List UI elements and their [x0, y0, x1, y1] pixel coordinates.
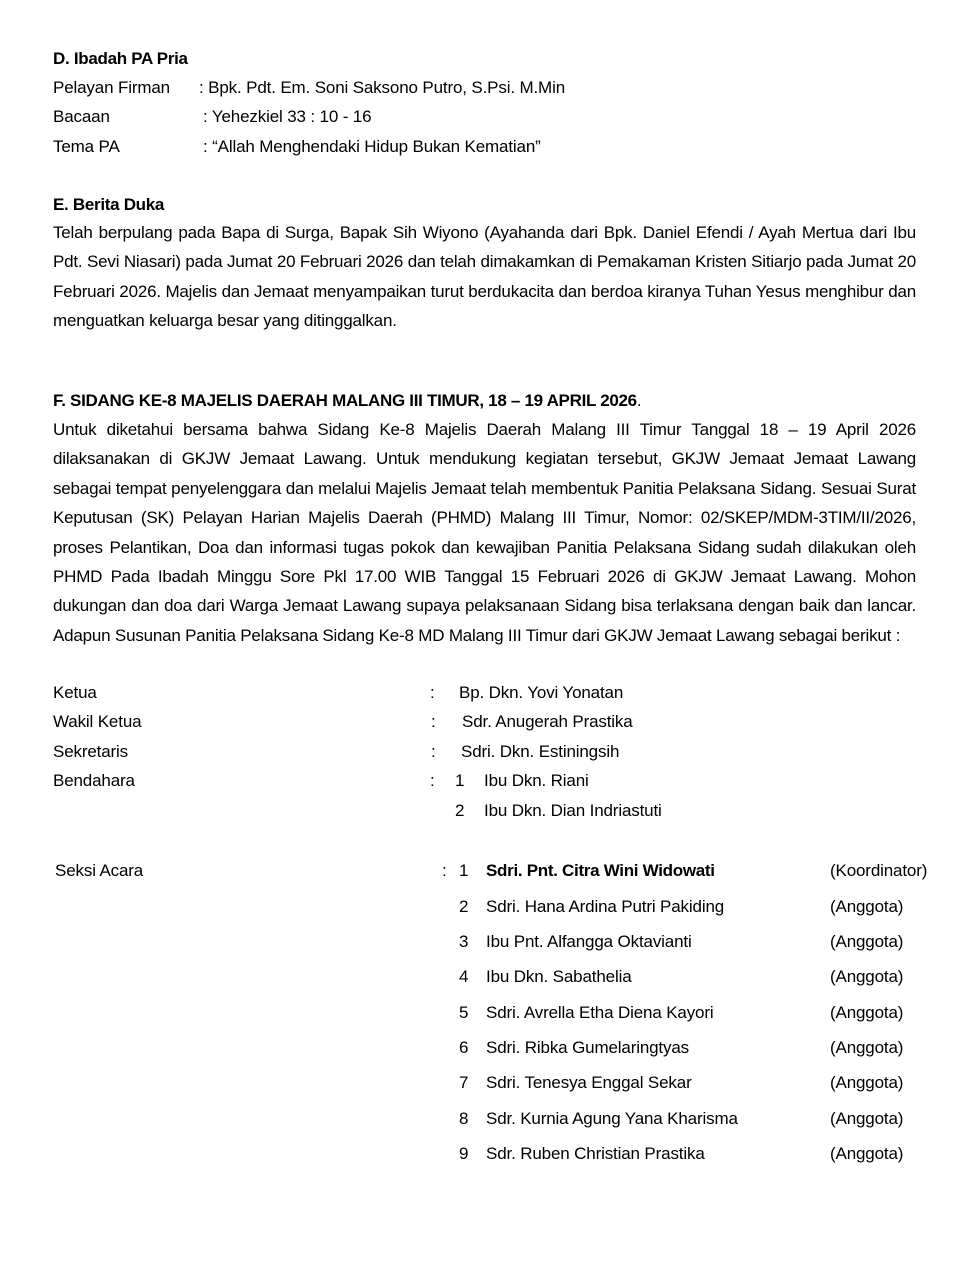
ketua-label: Ketua	[53, 683, 97, 702]
pelayan-firman-label: Pelayan Firman	[53, 78, 170, 97]
berita-duka-paragraph	[53, 218, 916, 336]
seksi-acara-name-7: Sdri. Tenesya Enggal Sekar	[486, 1073, 692, 1092]
seksi-acara-no-5: 5	[459, 1003, 469, 1022]
bendahara-label: Bendahara	[53, 771, 135, 790]
seksi-acara-no-6: 6	[459, 1038, 469, 1057]
sekretaris-label: Sekretaris	[53, 742, 129, 761]
seksi-acara-role-9: (Anggota)	[830, 1144, 904, 1163]
wakil-ketua-name: Sdr. Anugerah Prastika	[462, 712, 633, 731]
tema-pa-value: : “Allah Menghendaki Hidup Bukan Kematian”	[203, 137, 541, 156]
tema-pa-label: Tema PA	[53, 137, 120, 156]
wakil-ketua-colon: :	[431, 712, 436, 731]
seksi-acara-name-9: Sdr. Ruben Christian Prastika	[486, 1144, 705, 1163]
seksi-acara-name-8: Sdr. Kurnia Agung Yana Kharisma	[486, 1109, 738, 1128]
seksi-acara-name-5: Sdri. Avrella Etha Diena Kayori	[486, 1003, 714, 1022]
seksi-acara-label: Seksi Acara	[55, 861, 144, 880]
bendahara-name-2: Ibu Dkn. Dian Indriastuti	[484, 801, 662, 820]
bendahara-name-1: Ibu Dkn. Riani	[484, 771, 589, 790]
bacaan-value: : Yehezkiel 33 : 10 - 16	[203, 107, 372, 126]
bendahara-no-1: 1	[455, 771, 465, 790]
bacaan-label: Bacaan	[53, 107, 110, 126]
seksi-acara-role-8: (Anggota)	[830, 1109, 904, 1128]
seksi-acara-name-4: Ibu Dkn. Sabathelia	[486, 967, 632, 986]
seksi-acara-name-3: Ibu Pnt. Alfangga Oktavianti	[486, 932, 692, 951]
seksi-acara-no-1: 1	[459, 861, 469, 880]
berita-duka-text: Telah berpulang pada Bapa di Surga, Bapak Sih Wiyono (Ayahanda dari Bpk. Daniel Efendi / Ayah Mertua dari Ibu Pdt. Sevi Niasari) pada Jumat 20 Februari 2026 dan telah dimakamkan di Pemakaman Kristen Sitiarjo pada Jumat 20 Februari 2026. Majelis dan Jemaat menyampaikan turut berdukacita dan berdoa kiranya Tuhan Yesus menghibur dan menguatkan keluarga besar yang ditinggalkan.	[53, 223, 916, 331]
bendahara-colon: :	[430, 771, 435, 790]
ketua-colon: :	[430, 683, 435, 702]
seksi-acara-name-2: Sdri. Hana Ardina Putri Pakiding	[486, 897, 725, 916]
ketua-name: Bp. Dkn. Yovi Yonatan	[459, 683, 624, 702]
seksi-acara-no-9: 9	[459, 1144, 469, 1163]
sekretaris-colon: :	[431, 742, 436, 761]
seksi-acara-role-4: (Anggota)	[830, 967, 904, 986]
bendahara-no-2: 2	[455, 801, 465, 820]
section-f-heading-text: F. SIDANG KE-8 MAJELIS DAERAH MALANG III TIMUR, 18 – 19 APRIL 2026	[53, 391, 637, 410]
seksi-acara-role-6: (Anggota)	[830, 1038, 904, 1057]
seksi-acara-no-3: 3	[459, 932, 469, 951]
seksi-acara-name-6: Sdri. Ribka Gumelaringtyas	[486, 1038, 690, 1057]
seksi-acara-no-4: 4	[459, 967, 469, 986]
seksi-acara-role-1: (Koordinator)	[830, 861, 928, 880]
section-d-heading: D. Ibadah PA Pria	[53, 49, 188, 68]
seksi-acara-no-2: 2	[459, 897, 469, 916]
wakil-ketua-label: Wakil Ketua	[53, 712, 142, 731]
seksi-acara-role-2: (Anggota)	[830, 897, 904, 916]
sidang-paragraph	[53, 415, 916, 650]
seksi-acara-role-7: (Anggota)	[830, 1073, 904, 1092]
seksi-acara-name-1: Sdri. Pnt. Citra Wini Widowati	[486, 861, 715, 880]
seksi-acara-role-3: (Anggota)	[830, 932, 904, 951]
sidang-text: Untuk diketahui bersama bahwa Sidang Ke-8 Majelis Daerah Malang III Timur Tanggal 18 – 19 April 2026 dilaksanakan di GKJW Jemaat Lawang. Untuk mendukung kegiatan tersebut, GKJW Jemaat Jemaat Lawang sebagai tempat penyelenggara dan melalui Majelis Jemaat telah membentuk Panitia Pelaksana Sidang. Sesuai Surat Keputusan (SK) Pelayan Harian Majelis Daerah (PHMD) Malang III Timur, Nomor: 02/SKEP/MDM-3TIM/II/2026, proses Pelantikan, Doa dan informasi tugas pokok dan kewajiban Panitia Pelaksana Sidang sudah dilakukan oleh PHMD Pada Ibadah Minggu Sore Pkl 17.00 WIB Tanggal 15 Februari 2026 di GKJW Jemaat Lawang. Mohon dukungan dan doa dari Warga Jemaat Lawang supaya pelaksanaan Sidang bisa terlaksana dengan baik dan lancar. Adapun Susunan Panitia Pelaksana Sidang Ke-8 MD Malang III Timur dari GKJW Jemaat Lawang sebagai berikut :	[53, 420, 916, 645]
seksi-acara-role-5: (Anggota)	[830, 1003, 904, 1022]
pelayan-firman-value: : Bpk. Pdt. Em. Soni Saksono Putro, S.Psi. M.Min	[199, 78, 566, 97]
seksi-acara-no-8: 8	[459, 1109, 469, 1128]
section-f-heading-period: .	[636, 391, 642, 410]
section-e-heading: E. Berita Duka	[53, 195, 165, 214]
sekretaris-name: Sdri. Dkn. Estiningsih	[461, 742, 620, 761]
seksi-acara-no-7: 7	[459, 1073, 469, 1092]
seksi-acara-colon: :	[442, 861, 447, 880]
section-f-heading	[53, 391, 641, 411]
